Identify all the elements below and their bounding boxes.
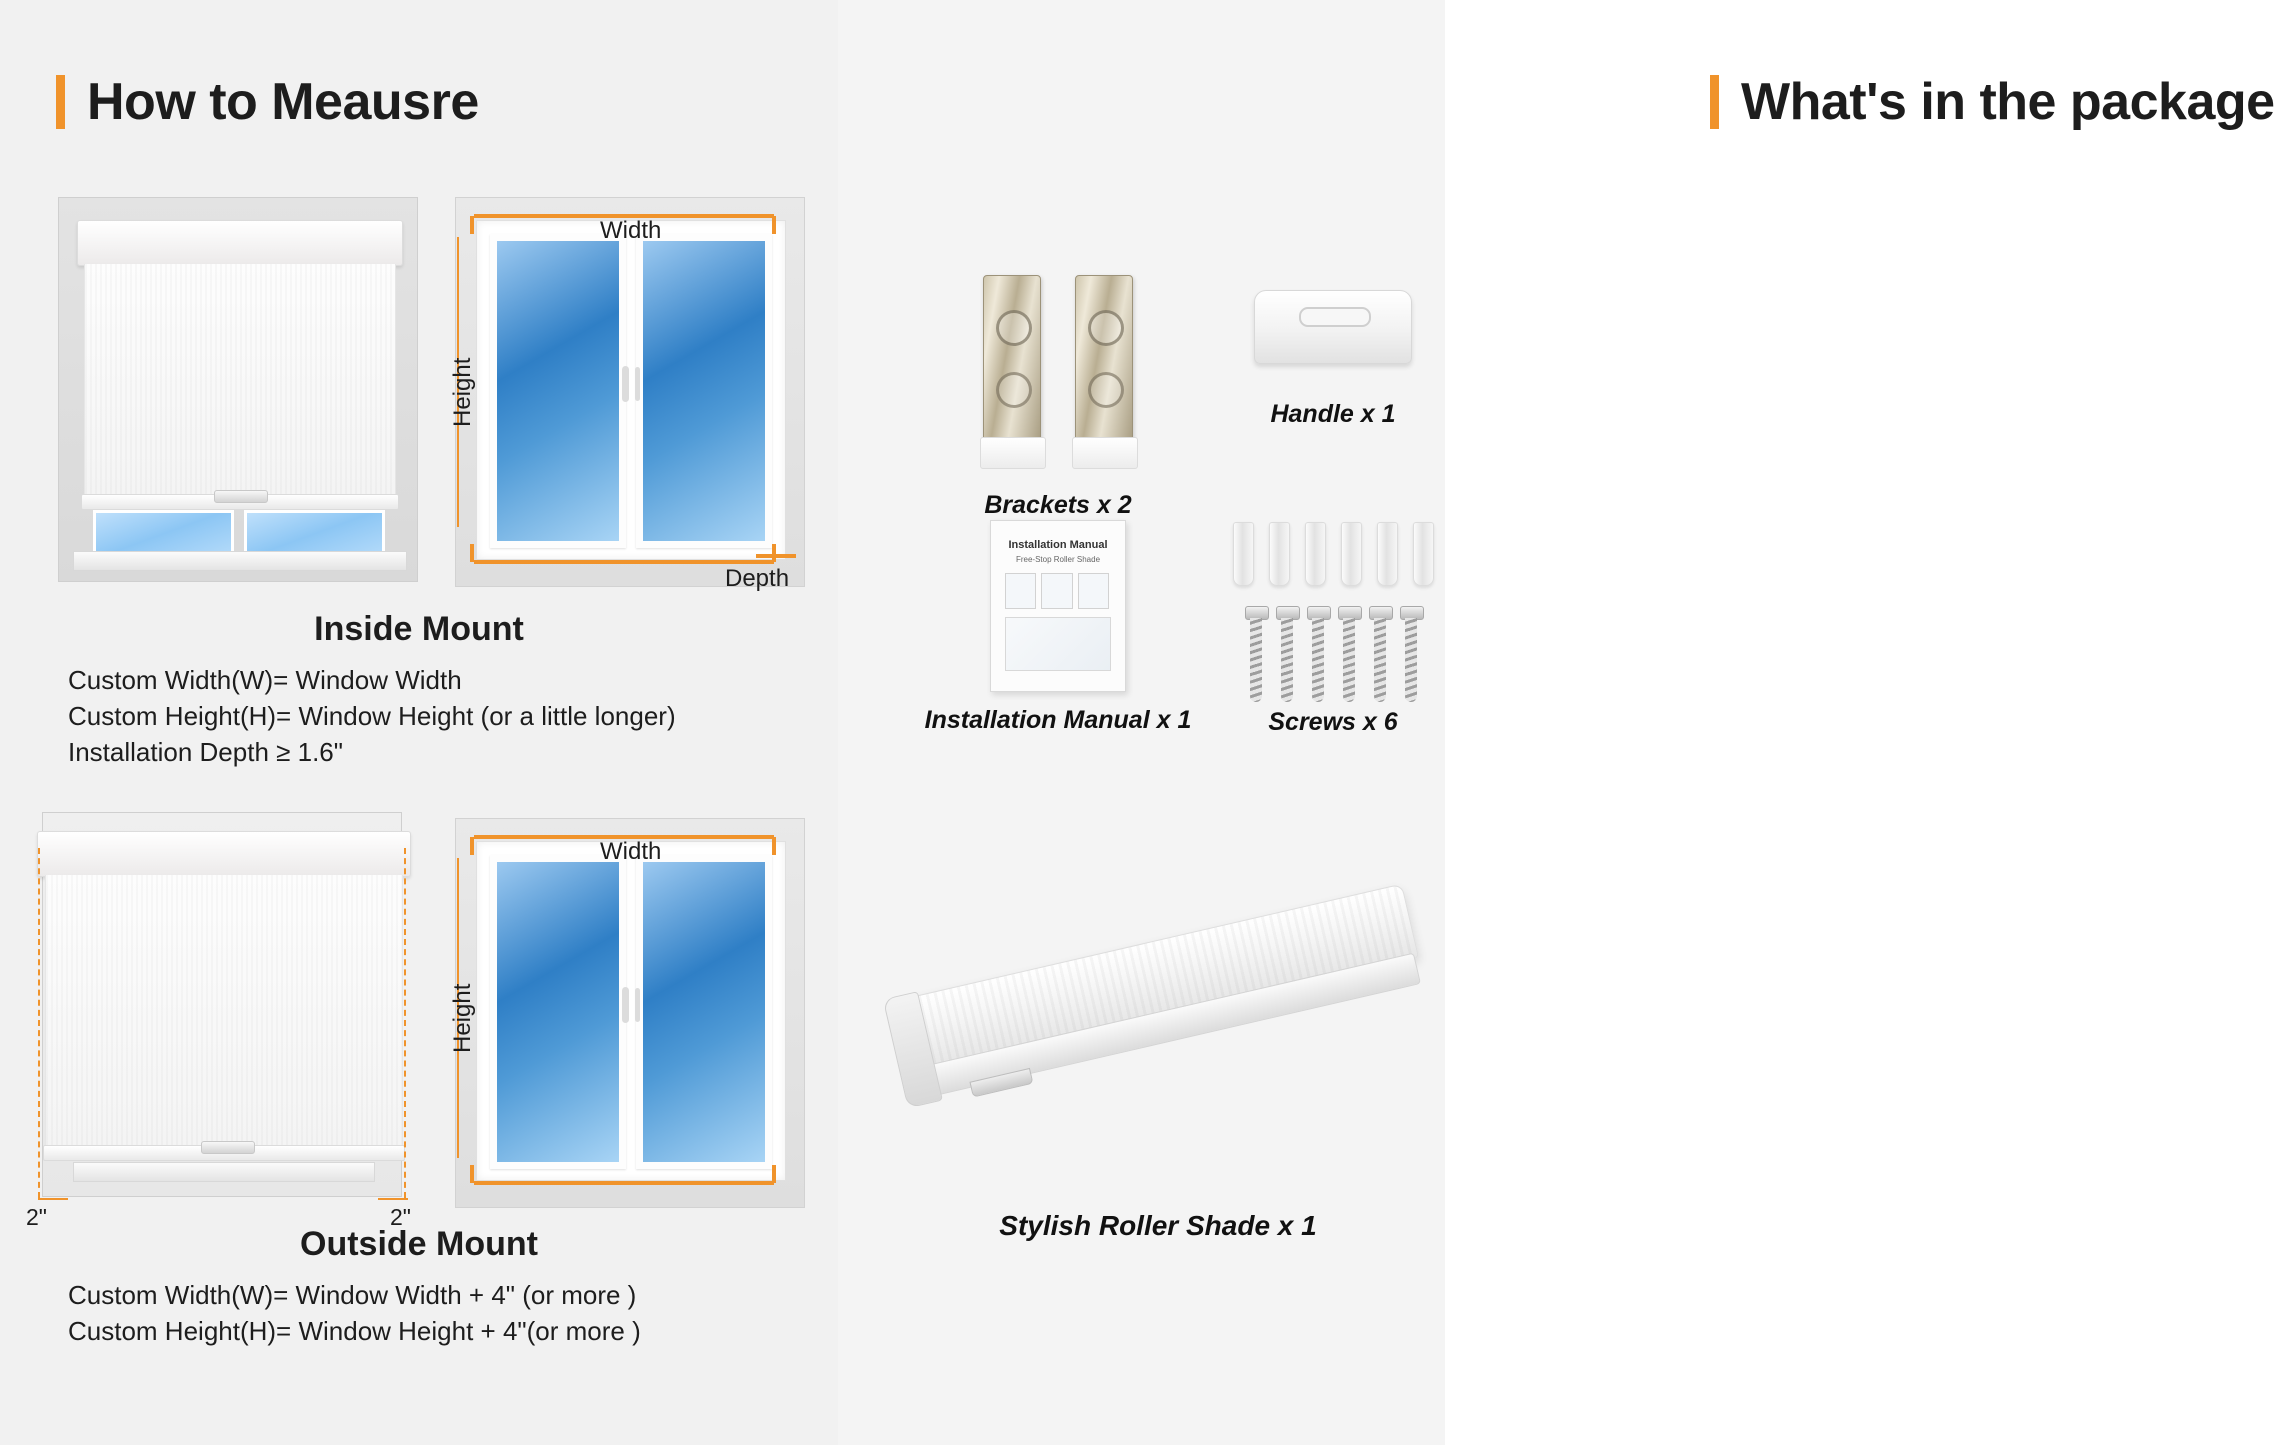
outside-mount-line-2: Custom Height(H)= Window Height + 4"(or more ) (68, 1315, 641, 1346)
measure-mark-top-left (470, 837, 474, 855)
glass-pane (636, 234, 772, 548)
overhang-arrow-right (378, 1198, 408, 1200)
window-sill (73, 1162, 375, 1182)
screws-label: Screws x 6 (1268, 708, 1398, 736)
glass-pane (490, 234, 626, 548)
right-heading-text: What's in the package (1741, 73, 2275, 131)
outside-mount-text (0, 1278, 838, 1350)
manual-label: Installation Manual x 1 (924, 706, 1192, 734)
label-depth: Depth (725, 565, 790, 592)
measure-mark-bottom (474, 1181, 774, 1185)
screw-icon (1248, 606, 1264, 702)
inside-mount-section (0, 185, 838, 771)
measure-mark-top-right (772, 216, 776, 234)
wall-frame (42, 812, 402, 1197)
outside-mount-line-1: Custom Width(W)= Window Width + 4" (or more ) (68, 1280, 637, 1310)
window-handle (622, 987, 629, 1023)
right-column (838, 0, 2275, 1445)
measure-mark-top-right (772, 837, 776, 855)
shade-pull-handle (201, 1141, 255, 1154)
wall-anchor-icon (1341, 522, 1362, 586)
shade-headrail (77, 220, 403, 266)
glass-pane (490, 855, 626, 1169)
inside-mount-shade-illustration (58, 197, 418, 582)
window-handle (622, 366, 629, 402)
outside-mount-title: Outside Mount (300, 1225, 538, 1263)
handle-label: Handle x 1 (1270, 400, 1396, 428)
overhang-label-right: 2" (390, 1204, 411, 1230)
shade-fabric (45, 875, 403, 1147)
wall-anchor-icon (1233, 522, 1254, 586)
overhang-guide-right (404, 848, 406, 1198)
bracket-base (1072, 437, 1138, 469)
measure-mark-bottom-right (772, 1165, 776, 1183)
label-width: Width (600, 217, 662, 244)
measure-mark-bottom-left (470, 544, 474, 562)
package-item-screws (1183, 518, 1483, 737)
screw-icon (1279, 606, 1295, 702)
accent-bar-right (1710, 75, 1719, 129)
manual-cover-figure (1005, 617, 1111, 671)
measure-mark-depth (756, 554, 796, 558)
package-item-handle (1193, 290, 1473, 429)
roller-shade-icon (887, 855, 1450, 1216)
manual-cover-subtitle: Free-Stop Roller Shade (1015, 555, 1101, 564)
glass-pane (636, 855, 772, 1169)
anchors-row (1183, 518, 1483, 586)
overhang-label-left: 2" (26, 1204, 47, 1230)
window-sash (490, 234, 772, 548)
bracket-icon (1075, 275, 1133, 442)
left-heading-text: How to Meausre (87, 73, 479, 131)
wall-anchor-icon (1377, 522, 1398, 586)
outside-mount-section (0, 800, 838, 1350)
measure-mark-bottom (474, 560, 774, 564)
overhang-guide-left (38, 848, 40, 1198)
left-heading (56, 72, 479, 132)
wall-anchor-icon (1413, 522, 1434, 586)
inside-mount-title: Inside Mount (314, 610, 524, 648)
wall-anchor-icon (1305, 522, 1326, 586)
window-outer-frame (455, 818, 805, 1208)
outside-mount-measure-diagram (449, 818, 805, 1208)
screw-icon (1310, 606, 1326, 702)
window-sash (490, 855, 772, 1169)
inside-mount-line-3: Installation Depth ≥ 1.6" (68, 736, 343, 767)
manual-icon (990, 520, 1126, 692)
inside-mount-measure-diagram (449, 197, 805, 592)
wall-anchor-icon (1269, 522, 1290, 586)
wall-frame (58, 197, 418, 582)
screw-icon (1372, 606, 1388, 702)
label-width: Width (600, 838, 662, 865)
package-item-brackets (928, 275, 1188, 520)
outside-mount-shade-illustration (26, 812, 411, 1230)
measure-mark-top-left (470, 216, 474, 234)
label-height: Height (449, 983, 476, 1053)
manual-cover-title: Installation Manual (1008, 539, 1108, 551)
left-column (0, 0, 838, 1445)
handle-icon (1254, 290, 1412, 364)
manual-cover-steps (1005, 573, 1109, 609)
screws-row (1183, 594, 1483, 702)
right-heading (1710, 72, 2275, 132)
shade-fabric (84, 264, 396, 496)
measure-mark-bottom-right (772, 544, 776, 562)
inside-mount-text (0, 663, 838, 771)
package-item-roller-shade (868, 880, 1448, 1242)
accent-bar-left (56, 75, 65, 129)
roller-shade-label: Stylish Roller Shade x 1 (999, 1210, 1317, 1241)
brackets-label: Brackets x 2 (984, 491, 1132, 519)
inside-mount-line-1: Custom Width(W)= Window Width (68, 665, 462, 695)
screw-icon (1403, 606, 1419, 702)
window-sill (73, 551, 407, 571)
measure-mark-bottom-left (470, 1165, 474, 1183)
window-outer-frame (455, 197, 805, 587)
package-item-manual (898, 520, 1218, 735)
shade-headrail (37, 831, 411, 877)
inside-mount-line-2: Custom Height(H)= Window Height (or a little longer) (68, 700, 676, 731)
bracket-icon (983, 275, 1041, 442)
screw-icon (1341, 606, 1357, 702)
shade-pull-handle (214, 490, 268, 503)
overhang-arrow-left (38, 1198, 68, 1200)
label-height: Height (449, 357, 476, 427)
bracket-base (980, 437, 1046, 469)
